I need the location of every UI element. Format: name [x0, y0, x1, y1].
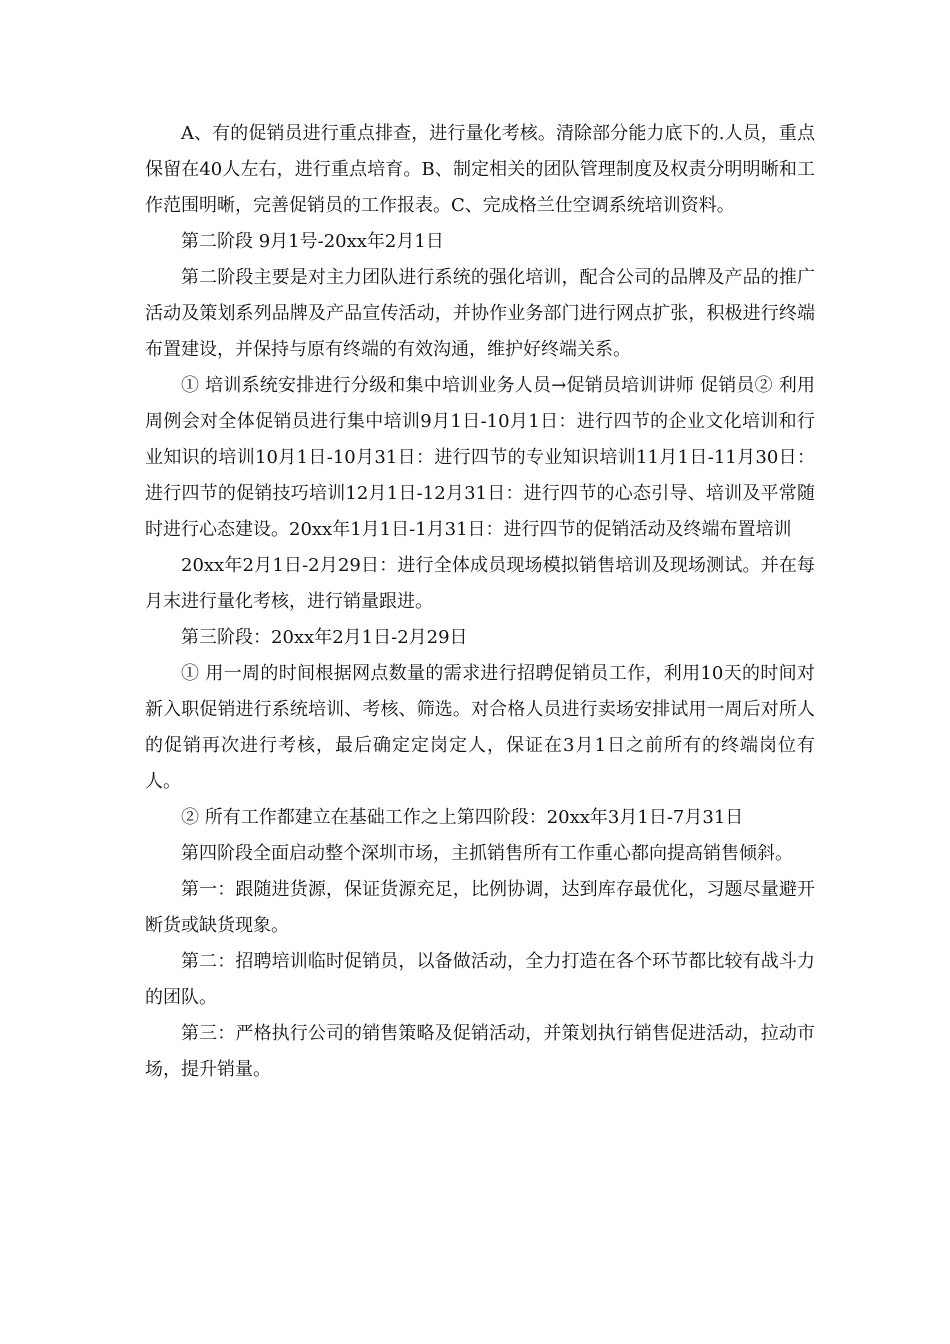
paragraph-second-point: 第二：招聘培训临时促销员，以备做活动，全力打造在各个环节都比较有战斗力的团队。 [145, 951, 815, 1008]
paragraph-third-point: 第三：严格执行公司的销售策略及促销活动，并策划执行销售促进活动，拉动市场，提升销量。 [145, 1023, 815, 1080]
paragraph-stage4-heading: ② 所有工作都建立在基础工作之上第四阶段：20xx年3月1日-7月31日 [181, 807, 744, 828]
paragraph-simulation-training: 20xx年2月1日-2月29日：进行全体成员现场模拟销售培训及现场测试。并在每月末进行量化考核，进行销量跟进。 [145, 555, 815, 612]
paragraph-stage2-heading: 第二阶段 9月1号-20xx年2月1日 [181, 231, 444, 252]
paragraph-stage1-tasks: A、有的促销员进行重点排查，进行量化考核。清除部分能力底下的.人员，重点保留在40人左右，进行重点培育。B、制定相关的团队管理制度及权责分明明晰和工作范围明晰，完善促销员的工作报表。C、完成格兰仕空调系统培训资料。 [145, 123, 815, 216]
paragraph-training-schedule: ① 培训系统安排进行分级和集中培训业务人员→促销员培训讲师 促销员② 利用周例会对全体促销员进行集中培训9月1日-10月1日：进行四节的企业文化培训和行业知识的培训10月1日-10月31日：进行四节的专业知识培训11月1日-11月30日：进行四节的促销技巧培训12月1日-12月31日：进行四节的心态引导、培训及平常随时进行心态建设。20xx年1月1日-1月31日：进行四节的促销活动及终端布置培训 [145, 375, 815, 540]
paragraph-stage3-heading: 第三阶段：20xx年2月1日-2月29日 [181, 627, 468, 648]
paragraph-recruitment: ① 用一周的时间根据网点数量的需求进行招聘促销员工作，利用10天的时间对新入职促销进行系统培训、考核、筛选。对合格人员进行卖场安排试用一周后对所人的促销再次进行考核，最后确定定岗定人，保证在3月1日之前所有的终端岗位有人。 [145, 663, 815, 792]
document-body [145, 116, 815, 1088]
paragraph-stage4-summary: 第四阶段全面启动整个深圳市场，主抓销售所有工作重心都向提高销售倾斜。 [181, 843, 793, 864]
paragraph-stage2-summary: 第二阶段主要是对主力团队进行系统的强化培训，配合公司的品牌及产品的推广活动及策划系列品牌及产品宣传活动，并协作业务部门进行网点扩张，积极进行终端布置建设，并保持与原有终端的有效沟通，维护好终端关系。 [145, 267, 815, 360]
paragraph-first-point: 第一：跟随进货源，保证货源充足，比例协调，达到库存最优化，习题尽量避开断货或缺货现象。 [145, 879, 815, 936]
